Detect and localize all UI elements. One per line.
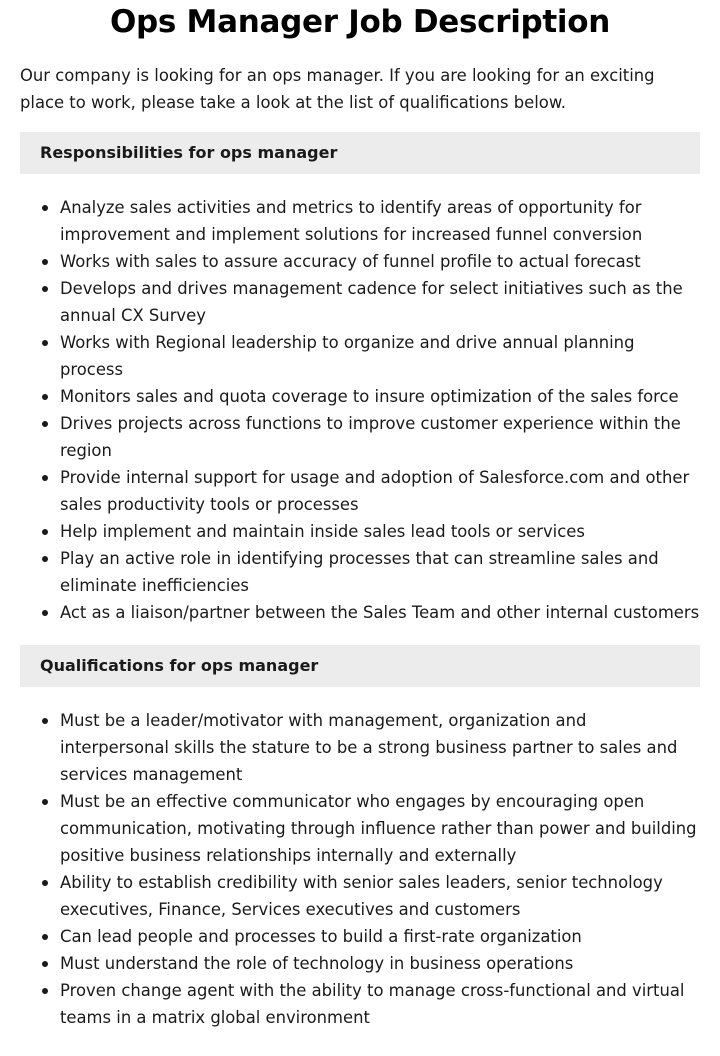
qualifications-list [20,707,700,1031]
list-item: Act as a liaison/partner between the Sales Team and other internal customers [60,599,700,626]
list-item: Works with Regional leadership to organize and drive annual planning process [60,329,700,383]
list-item: Must be a leader/motivator with management, organization and interpersonal skills the stature to be a strong business partner to sales and services management [60,707,700,788]
list-item: Works with sales to assure accuracy of funnel profile to actual forecast [60,248,700,275]
list-item: Must be an effective communicator who engages by encouraging open communication, motivating through influence rather than power and building positive business relationships internally and externally [60,788,700,869]
list-item: Analyze sales activities and metrics to identify areas of opportunity for improvement and implement solutions for increased funnel conversion [60,194,700,248]
list-item: Proven change agent with the ability to manage cross-functional and virtual teams in a matrix global environment [60,977,700,1031]
list-item: Must understand the role of technology in business operations [60,950,700,977]
list-item: Play an active role in identifying processes that can streamline sales and eliminate inefficiencies [60,545,700,599]
list-item: Monitors sales and quota coverage to insure optimization of the sales force [60,383,700,410]
list-item: Ability to establish credibility with senior sales leaders, senior technology executives, Finance, Services executives and customers [60,869,700,923]
intro-paragraph: Our company is looking for an ops manager. If you are looking for an exciting place to work, please take a look at the list of qualifications below. [20,66,655,112]
list-item: Help implement and maintain inside sales lead tools or services [60,518,700,545]
qualifications-heading: Qualifications for ops manager [20,645,700,687]
responsibilities-heading: Responsibilities for ops manager [20,132,700,174]
list-item: Develops and drives management cadence for select initiatives such as the annual CX Survey [60,275,700,329]
list-item: Provide internal support for usage and adoption of Salesforce.com and other sales productivity tools or processes [60,464,700,518]
list-item: Can lead people and processes to build a first-rate organization [60,923,700,950]
list-item: Drives projects across functions to improve customer experience within the region [60,410,700,464]
page-title: Ops Manager Job Description [109,4,611,40]
responsibilities-list [20,194,700,626]
